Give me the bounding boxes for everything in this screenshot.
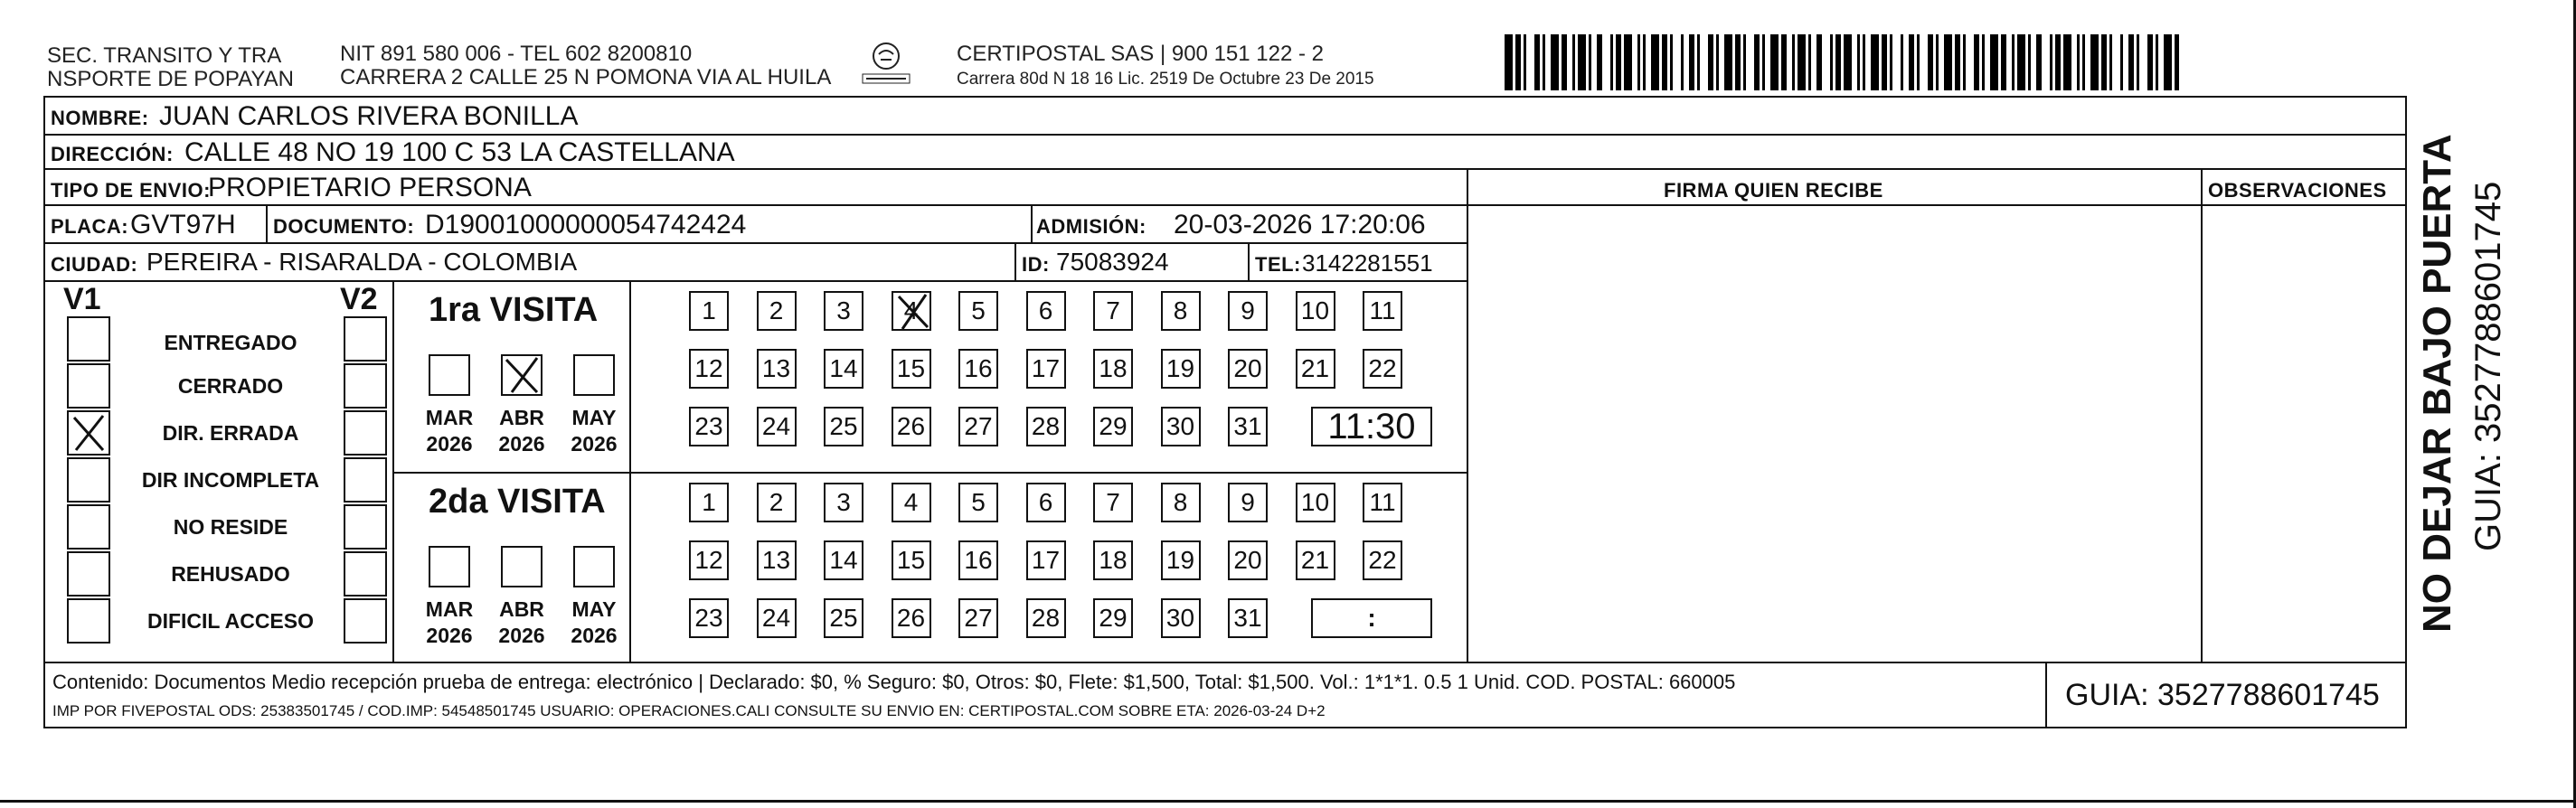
day-box[interactable]: 5	[958, 483, 998, 522]
side-guia-area	[2465, 127, 2519, 597]
sender-contact-line2: CARRERA 2 CALLE 25 N POMONA VIA AL HUILA	[340, 65, 832, 89]
tipo-envio-label: TIPO DE ENVIO:	[51, 179, 211, 202]
month-label: MAY 2026	[571, 597, 618, 647]
day-box[interactable]: 10	[1296, 483, 1335, 522]
day-box[interactable]: 3	[824, 291, 863, 331]
month-checkbox[interactable]	[429, 546, 470, 587]
day-box[interactable]: 20	[1228, 540, 1268, 580]
day-box[interactable]: 9	[1228, 291, 1268, 331]
side-warning-area	[2411, 127, 2465, 633]
day-box[interactable]: 26	[892, 598, 931, 638]
day-box[interactable]: 29	[1093, 407, 1133, 446]
carrier-license: Carrera 80d N 18 16 Lic. 2519 De Octubre 23 De 2015	[957, 70, 1374, 89]
day-box[interactable]: 13	[757, 540, 797, 580]
observaciones-header: OBSERVACIONES	[2208, 179, 2387, 202]
day-box[interactable]: 29	[1093, 598, 1133, 638]
day-box[interactable]: 18	[1093, 349, 1133, 389]
day-box[interactable]: 30	[1161, 407, 1201, 446]
sender-contact-line1: NIT 891 580 006 - TEL 602 8200810	[340, 42, 693, 66]
v2-checkbox[interactable]	[344, 598, 387, 644]
day-box[interactable]: 25	[824, 598, 863, 638]
day-box[interactable]: 11	[1363, 483, 1402, 522]
id-value: 75083924	[1056, 248, 1169, 276]
month-label: ABR 2026	[498, 597, 545, 647]
sender-name-line2: NSPORTE DE POPAYAN	[47, 67, 294, 91]
tel-label: TEL:	[1255, 253, 1301, 276]
v2-checkbox[interactable]	[344, 363, 387, 409]
footer-contenido: Contenido: Documentos Medio recepción prueba de entrega: electrónico | Declarado: $0, % Seguro: $0, Otros: $0, Flete: $1,500, Total: $1,500. Vol.: 1*1*1. 0.5 1 Unid. COD. POSTAL: 660005	[52, 671, 1736, 693]
month-label: ABR 2026	[498, 406, 545, 456]
barcode	[1505, 34, 2179, 90]
day-box[interactable]: 12	[689, 349, 729, 389]
v2-checkbox[interactable]	[344, 504, 387, 550]
firma-header: FIRMA QUIEN RECIBE	[1664, 179, 1883, 202]
visit-time[interactable]: 11:30	[1311, 407, 1432, 446]
day-box[interactable]: 17	[1026, 349, 1066, 389]
month-checkbox[interactable]	[573, 546, 615, 587]
direccion-value: CALLE 48 NO 19 100 C 53 LA CASTELLANA	[184, 137, 735, 167]
day-box[interactable]: 4	[892, 291, 931, 331]
admision-value: 20-03-2026 17:20:06	[1174, 210, 1426, 240]
day-box[interactable]: 11	[1363, 291, 1402, 331]
side-guia: GUIA: 3527788601745	[2468, 181, 2508, 551]
day-box[interactable]: 13	[757, 349, 797, 389]
day-box[interactable]: 26	[892, 407, 931, 446]
day-box[interactable]: 31	[1228, 598, 1268, 638]
day-box[interactable]: 28	[1026, 407, 1066, 446]
day-box[interactable]: 15	[892, 540, 931, 580]
status-option-label: NO RESIDE	[173, 515, 288, 539]
day-box[interactable]: 7	[1093, 291, 1133, 331]
day-box[interactable]: 2	[757, 291, 797, 331]
day-box[interactable]: 12	[689, 540, 729, 580]
status-option-label: DIR INCOMPLETA	[141, 468, 320, 492]
day-box[interactable]: 21	[1296, 349, 1335, 389]
visit-time[interactable]: :	[1311, 598, 1432, 638]
month-label: MAR 2026	[425, 406, 474, 456]
day-box[interactable]: 19	[1161, 349, 1201, 389]
placa-label: PLACA:	[51, 215, 129, 238]
day-box[interactable]: 15	[892, 349, 931, 389]
ciudad-label: CIUDAD:	[51, 253, 138, 276]
visit-title: 1ra VISITA	[429, 291, 599, 329]
day-box[interactable]: 24	[757, 598, 797, 638]
v1-checkbox[interactable]	[67, 363, 110, 409]
day-box[interactable]: 30	[1161, 598, 1201, 638]
status-option-label: REHUSADO	[171, 562, 290, 586]
tipo-envio-value: PROPIETARIO PERSONA	[208, 173, 532, 202]
v2-label: V2	[340, 282, 378, 316]
v1-label: V1	[63, 282, 101, 316]
day-box[interactable]: 14	[824, 349, 863, 389]
status-option-label: DIR. ERRADA	[162, 421, 299, 445]
day-box[interactable]: 25	[824, 407, 863, 446]
day-box[interactable]: 20	[1228, 349, 1268, 389]
status-option-label: ENTREGADO	[164, 331, 297, 354]
day-box[interactable]: 14	[824, 540, 863, 580]
footer-guia: GUIA: 3527788601745	[2065, 678, 2380, 712]
id-label: ID:	[1022, 253, 1050, 276]
day-box[interactable]: 4	[892, 483, 931, 522]
status-option-label: DIFICIL ACCESO	[146, 609, 314, 633]
v2-checkbox[interactable]	[344, 410, 387, 456]
day-box[interactable]: 1	[689, 291, 729, 331]
day-box[interactable]: 7	[1093, 483, 1133, 522]
documento-label: DOCUMENTO:	[273, 215, 415, 238]
day-box[interactable]: 8	[1161, 483, 1201, 522]
day-box[interactable]: 16	[958, 540, 998, 580]
footer-imp: IMP POR FIVEPOSTAL ODS: 25383501745 / COD.IMP: 54548501745 USUARIO: OPERACIONES.CALI CONSULTE SU ENVIO EN: CERTIPOSTAL.COM SOBRE ETA: 2026-03-24 D+2	[52, 702, 1326, 719]
day-box[interactable]: 9	[1228, 483, 1268, 522]
month-checkbox[interactable]	[501, 354, 543, 396]
day-box[interactable]: 23	[689, 407, 729, 446]
day-box[interactable]: 31	[1228, 407, 1268, 446]
day-box[interactable]: 6	[1026, 291, 1066, 331]
nombre-value: JUAN CARLOS RIVERA BONILLA	[159, 101, 579, 131]
tel-value: 3142281551	[1302, 249, 1433, 277]
v2-checkbox[interactable]	[344, 457, 387, 503]
day-box[interactable]: 3	[824, 483, 863, 522]
v2-checkbox[interactable]	[344, 316, 387, 362]
day-box[interactable]: 2	[757, 483, 797, 522]
ciudad-value: PEREIRA - RISARALDA - COLOMBIA	[146, 248, 578, 276]
day-box[interactable]: 18	[1093, 540, 1133, 580]
day-box[interactable]: 17	[1026, 540, 1066, 580]
v2-checkbox[interactable]	[344, 551, 387, 597]
v1-checkbox[interactable]	[67, 410, 110, 456]
v1-checkbox[interactable]	[67, 457, 110, 503]
day-box[interactable]: 23	[689, 598, 729, 638]
day-box[interactable]: 22	[1363, 349, 1402, 389]
day-box[interactable]: 19	[1161, 540, 1201, 580]
day-box[interactable]: 27	[958, 598, 998, 638]
v1-checkbox[interactable]	[67, 504, 110, 550]
month-checkbox[interactable]	[501, 546, 543, 587]
direccion-label: DIRECCIÓN:	[51, 143, 174, 165]
placa-value: GVT97H	[130, 210, 236, 240]
day-box[interactable]: 21	[1296, 540, 1335, 580]
admision-label: ADMISIÓN:	[1036, 215, 1146, 238]
day-box[interactable]: 8	[1161, 291, 1201, 331]
month-label: MAR 2026	[425, 597, 474, 647]
day-box[interactable]: 28	[1026, 598, 1066, 638]
month-checkbox[interactable]	[429, 354, 470, 396]
certipostal-logo-icon	[859, 38, 913, 90]
month-label: MAY 2026	[571, 406, 618, 456]
day-box[interactable]: 27	[958, 407, 998, 446]
v1-checkbox[interactable]	[67, 598, 110, 644]
day-box[interactable]: 16	[958, 349, 998, 389]
nombre-label: NOMBRE:	[51, 107, 149, 129]
day-box[interactable]: 1	[689, 483, 729, 522]
status-option-label: CERRADO	[177, 374, 284, 398]
day-box[interactable]: 5	[958, 291, 998, 331]
day-box[interactable]: 10	[1296, 291, 1335, 331]
side-warning: NO DEJAR BAJO PUERTA	[2415, 134, 2459, 633]
v1-checkbox[interactable]	[67, 316, 110, 362]
v1-checkbox[interactable]	[67, 551, 110, 597]
visit-title: 2da VISITA	[429, 483, 606, 521]
carrier-name: CERTIPOSTAL SAS | 900 151 122 - 2	[957, 42, 1324, 66]
day-box[interactable]: 22	[1363, 540, 1402, 580]
sender-name-line1: SEC. TRANSITO Y TRA	[47, 43, 282, 68]
day-box[interactable]: 6	[1026, 483, 1066, 522]
documento-value: D19001000000054742424	[425, 210, 747, 240]
day-box[interactable]: 24	[757, 407, 797, 446]
month-checkbox[interactable]	[573, 354, 615, 396]
